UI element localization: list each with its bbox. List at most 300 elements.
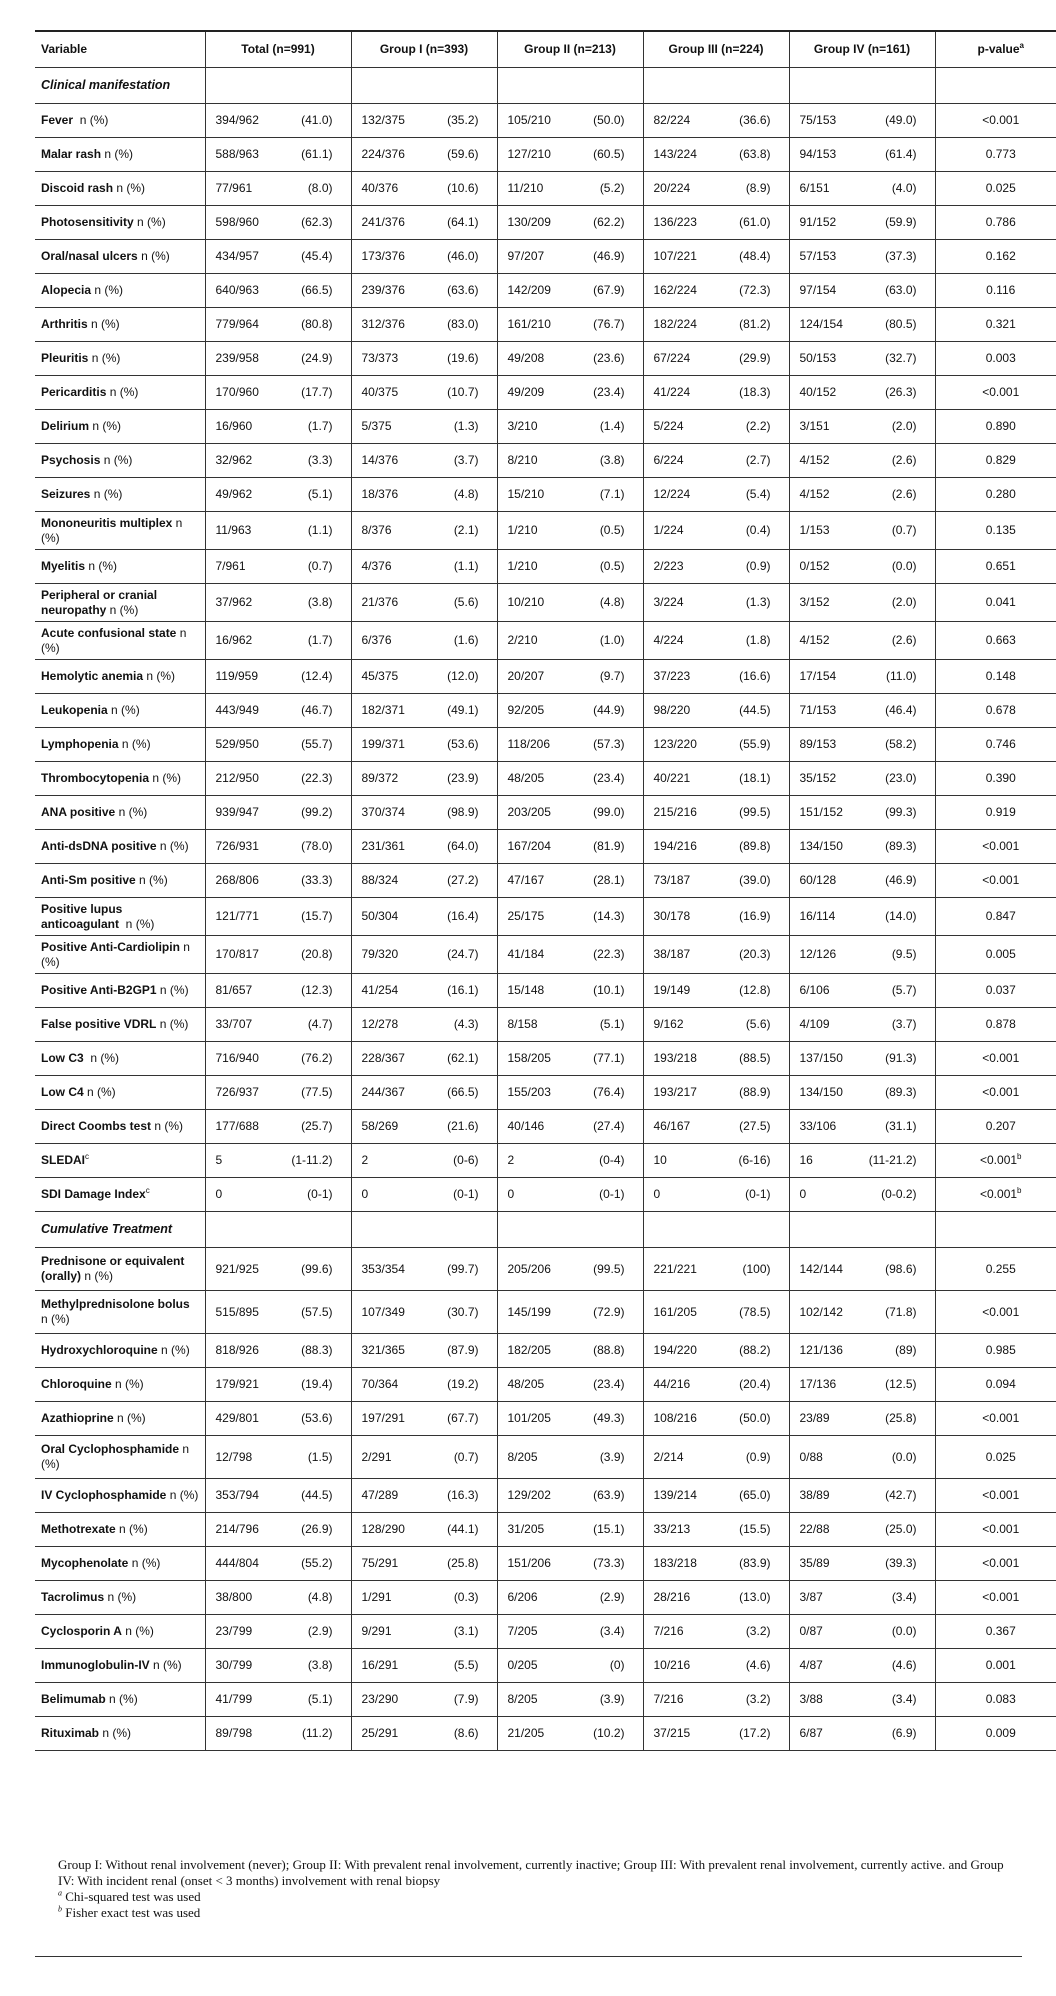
variable-name: Lymphopenia (41, 737, 119, 751)
p-value-cell (935, 1547, 1056, 1581)
value-cell-g4 (789, 1110, 935, 1144)
variable-name: Positive lupus anticoagulant (41, 901, 123, 931)
percent-value: (3.9) (599, 1692, 625, 1706)
p-value-cell (935, 172, 1056, 206)
count-value: 167/204 (507, 839, 551, 853)
header-group-3: Group III (n=224) (643, 31, 789, 68)
variable-unit: n (%) (151, 1119, 184, 1133)
count-value: 23/799 (215, 1624, 253, 1638)
empty-cell (205, 68, 351, 104)
count-value: 6/87 (799, 1726, 823, 1740)
percent-value: (67.9) (593, 283, 625, 297)
value-cell-g2 (497, 898, 643, 936)
variable-cell (35, 550, 205, 584)
section-title: Cumulative Treatment (35, 1212, 205, 1248)
variable-name: Belimumab (41, 1692, 106, 1706)
variable-unit: n (%) (101, 147, 134, 161)
value-cell-g3 (643, 1291, 789, 1334)
value-cell-g2 (497, 622, 643, 660)
p-value-cell (935, 1291, 1056, 1334)
percent-value: (41.0) (301, 113, 333, 127)
value-cell-g3 (643, 342, 789, 376)
p-value: 0.786 (985, 215, 1016, 229)
variable-unit: n (%) (89, 419, 122, 433)
value-cell-g2 (497, 974, 643, 1008)
count-value: 4/152 (799, 487, 830, 501)
p-value: <0.001 (982, 113, 1020, 127)
percent-value: (80.8) (301, 317, 333, 331)
value-cell-total (205, 728, 351, 762)
percent-value: (26.3) (885, 385, 917, 399)
percent-value: (4.8) (599, 595, 625, 609)
table-row (35, 512, 1056, 550)
value-cell-g1 (351, 864, 497, 898)
table-row (35, 240, 1056, 274)
value-cell-g1 (351, 974, 497, 1008)
percent-value: (3.2) (745, 1624, 771, 1638)
count-value: 3/210 (507, 419, 538, 433)
p-value-cell (935, 274, 1056, 308)
percent-value: (0-4) (599, 1153, 625, 1167)
variable-name: Hydroxychloroquine (41, 1343, 158, 1357)
percent-value: (27.4) (593, 1119, 625, 1133)
count-value: 47/167 (507, 873, 545, 887)
empty-cell (935, 68, 1056, 104)
count-value: 16/960 (215, 419, 253, 433)
variable-unit: n (%) (90, 487, 123, 501)
variable-name: Immunoglobulin-IV (41, 1658, 150, 1672)
percent-value: (10.6) (447, 181, 479, 195)
value-cell-g2 (497, 1513, 643, 1547)
percent-value: (1-11.2) (291, 1153, 333, 1167)
value-cell-g1 (351, 796, 497, 830)
count-value: 0/205 (507, 1658, 538, 1672)
variable-name: Thrombocytopenia (41, 771, 150, 785)
value-cell-g1 (351, 1110, 497, 1144)
count-value: 70/364 (361, 1377, 399, 1391)
variable-cell (35, 172, 205, 206)
count-value: 89/153 (799, 737, 837, 751)
count-value: 16/114 (799, 909, 836, 923)
variable-unit: n (%) (83, 1085, 116, 1099)
percent-value: (72.9) (593, 1304, 625, 1319)
count-value: 35/152 (799, 771, 837, 785)
percent-value: (18.3) (739, 385, 771, 399)
percent-value: (4.6) (745, 1658, 771, 1672)
value-cell-g1 (351, 762, 497, 796)
value-cell-g4 (789, 1334, 935, 1368)
p-value: <0.001 (982, 385, 1020, 399)
count-value: 3/88 (799, 1692, 823, 1706)
count-value: 38/800 (215, 1590, 253, 1604)
count-value: 370/374 (361, 805, 405, 819)
count-value: 179/921 (215, 1377, 259, 1391)
count-value: 9/162 (653, 1017, 684, 1031)
count-value: 268/806 (215, 873, 259, 887)
count-value: 102/142 (799, 1304, 843, 1319)
count-value: 921/925 (215, 1261, 259, 1276)
percent-value: (5.1) (307, 487, 333, 501)
value-cell-total (205, 1248, 351, 1291)
count-value: 79/320 (361, 947, 399, 961)
count-value: 123/220 (653, 737, 697, 751)
value-cell-total (205, 1291, 351, 1334)
value-cell-g4 (789, 1615, 935, 1649)
p-value: 0.001 (985, 1658, 1016, 1672)
count-value: 0/88 (799, 1449, 823, 1464)
variable-name: SLEDAI (41, 1153, 86, 1167)
variable-name: Leukopenia (41, 703, 108, 717)
value-cell-total (205, 138, 351, 172)
percent-value: (46.9) (885, 873, 917, 887)
value-cell-g3 (643, 796, 789, 830)
percent-value: (10.7) (447, 385, 479, 399)
percent-value: (2.6) (891, 633, 917, 647)
table-row (35, 444, 1056, 478)
count-value: 134/150 (799, 839, 843, 853)
table-row (35, 1683, 1056, 1717)
count-value: 142/144 (799, 1261, 843, 1276)
count-value: 130/209 (507, 215, 551, 229)
percent-value: (53.6) (447, 737, 479, 751)
table-row (35, 622, 1056, 660)
variable-name: Methylprednisolone bolus (41, 1297, 190, 1311)
percent-value: (27.5) (739, 1119, 771, 1133)
value-cell-g4 (789, 1402, 935, 1436)
table-row (35, 1479, 1056, 1513)
p-value: 0.678 (985, 703, 1016, 717)
percent-value: (11-21.2) (868, 1153, 917, 1167)
percent-value: (0.7) (307, 559, 333, 573)
count-value: 177/688 (215, 1119, 259, 1133)
table-row (35, 308, 1056, 342)
count-value: 105/210 (507, 113, 551, 127)
variable-cell (35, 206, 205, 240)
table-header-row (35, 31, 1056, 68)
p-value-cell (935, 864, 1056, 898)
variable-unit: n (%) (113, 181, 146, 195)
variable-name: Delirium (41, 419, 90, 433)
percent-value: (44.5) (301, 1488, 333, 1502)
variable-cell (35, 1110, 205, 1144)
value-cell-g1 (351, 1683, 497, 1717)
count-value: 47/289 (361, 1488, 399, 1502)
percent-value: (1.1) (307, 523, 333, 537)
percent-value: (16.6) (739, 669, 771, 683)
count-value: 108/216 (653, 1411, 697, 1425)
count-value: 0 (215, 1187, 223, 1201)
percent-value: (67.7) (447, 1411, 479, 1425)
table-row (35, 1649, 1056, 1683)
count-value: 716/940 (215, 1051, 259, 1065)
percent-value: (66.5) (301, 283, 333, 297)
count-value: 197/291 (361, 1411, 405, 1425)
table-row (35, 410, 1056, 444)
percent-value: (50.0) (593, 113, 625, 127)
value-cell-total (205, 1334, 351, 1368)
percent-value: (53.6) (301, 1411, 333, 1425)
percent-value: (0-1) (599, 1187, 625, 1201)
percent-value: (13.0) (739, 1590, 771, 1604)
footnote-b (58, 1905, 1018, 1921)
p-value: 0.009 (985, 1726, 1016, 1740)
count-value: 94/153 (799, 147, 837, 161)
value-cell-g2 (497, 1076, 643, 1110)
value-cell-total (205, 694, 351, 728)
value-cell-g2 (497, 1110, 643, 1144)
count-value: 170/960 (215, 385, 259, 399)
percent-value: (10.1) (593, 983, 625, 997)
footnote-groups: Group I: Without renal involvement (never); Group II: With prevalent renal involvement, currently inactive; Group III: With prevalent renal involvement, currently active. and Group IV: With incident renal (onset < 3 months) involvement with renal biopsy (58, 1857, 1004, 1888)
variable-cell (35, 1178, 205, 1212)
value-cell-g1 (351, 660, 497, 694)
count-value: 182/224 (653, 317, 697, 331)
variable-cell (35, 240, 205, 274)
p-value: 0.003 (985, 351, 1016, 365)
value-cell-total (205, 1008, 351, 1042)
count-value: 12/126 (799, 947, 837, 961)
percent-value: (83.0) (447, 317, 479, 331)
count-value: 129/202 (507, 1488, 551, 1502)
variable-unit: n (%) (41, 1442, 193, 1471)
value-cell-total (205, 1717, 351, 1751)
p-value-cell (935, 1649, 1056, 1683)
count-value: 228/367 (361, 1051, 405, 1065)
percent-value: (98.6) (885, 1261, 917, 1276)
percent-value: (15.1) (593, 1522, 625, 1536)
percent-value: (62.3) (301, 215, 333, 229)
value-cell-g1 (351, 1042, 497, 1076)
percent-value: (46.9) (593, 249, 625, 263)
count-value: 14/376 (361, 453, 399, 467)
variable-unit: n (%) (91, 283, 124, 297)
count-value: 107/221 (653, 249, 697, 263)
header-group-2: Group II (n=213) (497, 31, 643, 68)
value-cell-g3 (643, 1717, 789, 1751)
value-cell-g2 (497, 1649, 643, 1683)
count-value: 50/153 (799, 351, 837, 365)
value-cell-g2 (497, 240, 643, 274)
percent-value: (1.3) (745, 595, 771, 609)
value-cell-total (205, 898, 351, 936)
table-row (35, 376, 1056, 410)
variable-name: Low C4 (41, 1085, 84, 1099)
count-value: 91/152 (799, 215, 837, 229)
count-value: 2/223 (653, 559, 684, 573)
variable-name: Oral Cyclophosphamide (41, 1442, 180, 1456)
count-value: 82/224 (653, 113, 691, 127)
count-value: 31/205 (507, 1522, 545, 1536)
value-cell-total (205, 478, 351, 512)
percent-value: (49.3) (593, 1411, 625, 1425)
variable-unit: n (%) (87, 317, 120, 331)
percent-value: (78.5) (739, 1304, 771, 1319)
percent-value: (17.2) (739, 1726, 771, 1740)
value-cell-g3 (643, 1110, 789, 1144)
variable-name: Fever (41, 113, 74, 127)
value-cell-g4 (789, 1436, 935, 1479)
count-value: 241/376 (361, 215, 405, 229)
value-cell-g3 (643, 1479, 789, 1513)
count-value: 6/151 (799, 181, 830, 195)
variable-cell (35, 830, 205, 864)
percent-value: (2.0) (891, 595, 917, 609)
percent-value: (60.5) (593, 147, 625, 161)
value-cell-g2 (497, 206, 643, 240)
p-value-cell (935, 1178, 1056, 1212)
value-cell-g1 (351, 1649, 497, 1683)
value-cell-g1 (351, 1248, 497, 1291)
value-cell-g3 (643, 376, 789, 410)
count-value: 182/371 (361, 703, 405, 717)
variable-cell (35, 1436, 205, 1479)
variable-cell (35, 1008, 205, 1042)
value-cell-g4 (789, 1144, 935, 1178)
count-value: 11/963 (215, 523, 252, 537)
percent-value: (42.7) (885, 1488, 917, 1502)
value-cell-g2 (497, 1581, 643, 1615)
value-cell-g2 (497, 550, 643, 584)
p-value-cell (935, 1248, 1056, 1291)
empty-cell (497, 68, 643, 104)
p-value: 0.041 (985, 595, 1016, 609)
percent-value: (63.9) (593, 1488, 625, 1502)
value-cell-g3 (643, 1368, 789, 1402)
count-value: 88/324 (361, 873, 399, 887)
count-value: 0 (653, 1187, 661, 1201)
percent-value: (11.2) (302, 1726, 333, 1740)
p-value-cell (935, 830, 1056, 864)
variable-cell (35, 1144, 205, 1178)
value-cell-g2 (497, 1717, 643, 1751)
p-value-cell (935, 762, 1056, 796)
count-value: 20/224 (653, 181, 691, 195)
p-value-cell (935, 660, 1056, 694)
variable-unit: n (%) (83, 1051, 120, 1065)
value-cell-g1 (351, 410, 497, 444)
percent-value: (88.2) (739, 1343, 771, 1357)
empty-cell (789, 68, 935, 104)
percent-value: (9.5) (891, 947, 917, 961)
variable-unit: n (%) (166, 1488, 199, 1502)
variable-cell (35, 728, 205, 762)
value-cell-g2 (497, 172, 643, 206)
percent-value: (88.8) (593, 1343, 625, 1357)
variable-unit: n (%) (111, 1377, 144, 1391)
count-value: 25/291 (361, 1726, 399, 1740)
percent-value: (29.9) (739, 351, 771, 365)
variable-cell (35, 762, 205, 796)
percent-value: (1.4) (599, 419, 625, 433)
variable-name: Direct Coombs test (41, 1119, 152, 1133)
percent-value: (12.0) (447, 669, 479, 683)
table-row (35, 1581, 1056, 1615)
value-cell-g2 (497, 728, 643, 762)
table-row (35, 1436, 1056, 1479)
p-value-cell (935, 1581, 1056, 1615)
header-p-value (935, 31, 1056, 68)
value-cell-g1 (351, 104, 497, 138)
count-value: 5/375 (361, 419, 392, 433)
variable-unit: n (%) (41, 515, 186, 545)
count-value: 640/963 (215, 283, 259, 297)
value-cell-g4 (789, 1513, 935, 1547)
value-cell-g3 (643, 622, 789, 660)
table-row (35, 796, 1056, 830)
percent-value: (59.9) (885, 215, 917, 229)
variable-unit: n (%) (137, 249, 170, 263)
p-value-cell (935, 936, 1056, 974)
variable-unit: n (%) (81, 1269, 114, 1283)
percent-value: (30.7) (447, 1304, 479, 1319)
empty-cell (205, 1212, 351, 1248)
percent-value: (5.5) (453, 1658, 479, 1672)
percent-value: (3.8) (599, 453, 625, 467)
table-document (35, 30, 1022, 1751)
p-value-cell (935, 308, 1056, 342)
percent-value: (35.2) (447, 113, 479, 127)
percent-value: (1.7) (307, 633, 333, 647)
value-cell-g4 (789, 172, 935, 206)
value-cell-g2 (497, 1042, 643, 1076)
value-cell-g3 (643, 1581, 789, 1615)
variable-name: Malar rash (41, 147, 102, 161)
table-row (35, 1076, 1056, 1110)
variable-name: Hemolytic anemia (41, 669, 144, 683)
variable-unit: n (%) (85, 559, 118, 573)
percent-value: (49.0) (885, 113, 917, 127)
variable-name: Pericarditis (41, 385, 107, 399)
variable-unit: n (%) (157, 1343, 190, 1357)
percent-value: (99.7) (447, 1261, 479, 1276)
empty-cell (789, 1212, 935, 1248)
value-cell-g4 (789, 660, 935, 694)
value-cell-g3 (643, 1144, 789, 1178)
count-value: 2 (361, 1153, 369, 1167)
percent-value: (1.6) (453, 633, 479, 647)
p-value: <0.001 (982, 1051, 1020, 1065)
value-cell-total (205, 1683, 351, 1717)
variable-name: Discoid rash (41, 181, 114, 195)
variable-unit: n (%) (106, 602, 139, 617)
count-value: 98/220 (653, 703, 691, 717)
count-value: 21/376 (361, 595, 399, 609)
count-value: 19/149 (653, 983, 691, 997)
section-header-row (35, 1212, 1056, 1248)
value-cell-g2 (497, 138, 643, 172)
percent-value: (1.0) (599, 633, 625, 647)
percent-value: (0-1) (453, 1187, 479, 1201)
count-value: 0 (799, 1187, 807, 1201)
percent-value: (66.5) (447, 1085, 479, 1099)
variable-unit: n (%) (119, 916, 155, 931)
value-cell-g4 (789, 550, 935, 584)
value-cell-g2 (497, 308, 643, 342)
percent-value: (77.1) (593, 1051, 625, 1065)
p-value-cell (935, 240, 1056, 274)
p-value: 0.390 (985, 771, 1016, 785)
percent-value: (25.7) (301, 1119, 333, 1133)
percent-value: (2.0) (891, 419, 917, 433)
value-cell-g2 (497, 762, 643, 796)
value-cell-total (205, 762, 351, 796)
value-cell-total (205, 1042, 351, 1076)
p-value: <0.001 (982, 1085, 1020, 1099)
count-value: 1/210 (507, 523, 538, 537)
percent-value: (0.7) (891, 523, 917, 537)
variable-cell (35, 622, 205, 660)
count-value: 726/937 (215, 1085, 259, 1099)
